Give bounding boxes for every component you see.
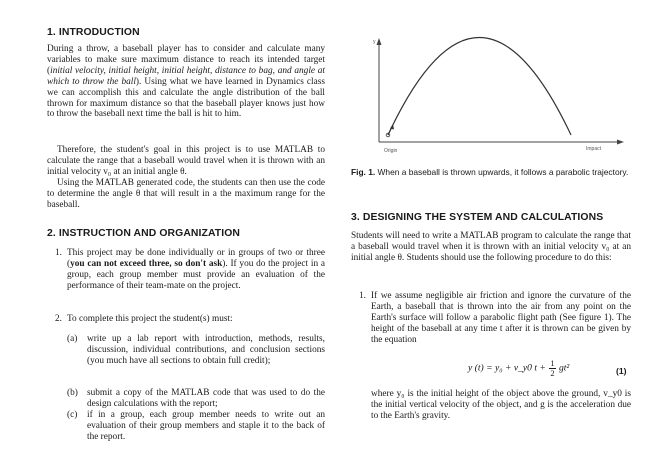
intro-paragraph-1: During a throw, a baseball player has to consider and calculate many variables to make sure maximum distance to reach its intended target (initial velocity, initial height, initial height, distance to bag, and angle at which to throw the ball). Using what we have learned in Dynamics class we can accomplish this and calculate the angle distribution of the ball thrown for maximum distance so that the baseball player knows just how to throw the baseball next time the ball is hit to him. bbox=[47, 44, 325, 120]
y-axis-arrowhead bbox=[377, 38, 382, 45]
sub-item-b: submit a copy of the MATLAB code that was used to do the design calculations with the report; bbox=[87, 388, 325, 409]
sub-item-label-a: (a) bbox=[67, 334, 78, 344]
equation-fraction-numerator: 1 bbox=[550, 358, 555, 368]
section-heading-introduction: 1. INTRODUCTION bbox=[47, 27, 140, 38]
section-heading-instruction: 2. INSTRUCTION AND ORGANIZATION bbox=[47, 228, 241, 239]
sub-item-label-b: (b) bbox=[67, 388, 78, 398]
equation-fraction bbox=[549, 359, 555, 378]
design-paragraph: Students will need to write a MATLAB program to calculate the range that a baseball would travel when it is thrown with an initial velocity v₀ at an initial angle θ. Students should use the following procedure to do this: bbox=[351, 231, 631, 263]
equation-lhs: y (t) = y₀ + v_y0 t + bbox=[468, 362, 546, 374]
intro-paragraph-3: Using the MATLAB generated code, the students can then use the code to determine the angle θ that will result in a the maximum range for the baseball. bbox=[47, 178, 325, 210]
group-limit-bold: you can not exceed three, so don't ask bbox=[70, 258, 223, 269]
trajectory-figure bbox=[362, 30, 632, 155]
section-heading-design: 3. DESIGNING THE SYSTEM AND CALCULATIONS bbox=[351, 212, 604, 223]
intro-variables-italic: initial velocity, initial height, initial height, distance to bag, and angle at which to throw the ball bbox=[47, 65, 325, 87]
sub-item-label-c: (c) bbox=[67, 410, 78, 420]
instruction-item-2: To complete this project the student(s) must: bbox=[67, 314, 233, 324]
intro-paragraph-2: Therefore, the student's goal in this project is to use MATLAB to calculate the range that a baseball would travel when it is thrown with an initial velocity v₀ at an initial angle θ. bbox=[47, 145, 325, 177]
instruction-item-1: This project may be done individually or in groups of two or three (you can not exceed three, so don't ask). If you do the project in a group, each group member must provide an evaluation of the performance of their team-mate on the project. bbox=[67, 248, 325, 291]
list-number-2: 2. bbox=[55, 314, 62, 324]
step-1-text: If we assume negligible air friction and ignore the curvature of the Earth, a baseball that is thrown into the air from any point on the Earth's surface will follow a parabolic flight path (See figure 1). The height of the baseball at any time t after it is thrown can be given by the equation bbox=[371, 291, 631, 345]
sub-item-a: write up a lab report with introduction, methods, results, discussion, individual contributions, and conclusion sections (you much have all sections to obtain full credit); bbox=[87, 334, 325, 366]
equation-where-text: where y₀ is the initial height of the object above the ground, v_y0 is the initial vertical velocity of the object, and g is the acceleration due to the Earth's gravity. bbox=[371, 389, 631, 421]
impact-label: Impact bbox=[586, 146, 602, 152]
list-number-1: 1. bbox=[55, 248, 62, 258]
equation-number: (1) bbox=[616, 366, 627, 376]
trajectory-curve bbox=[388, 38, 571, 136]
height-equation bbox=[468, 359, 569, 378]
figure-caption-text: When a baseball is thrown upwards, it follows a parabolic trajectory. bbox=[377, 167, 629, 177]
step-number-1: 1. bbox=[359, 291, 366, 301]
x-axis-arrowhead bbox=[617, 140, 624, 145]
equation-fraction-denominator: 2 bbox=[550, 368, 555, 378]
figure-caption-label: Fig. 1. bbox=[351, 167, 376, 177]
origin-label: Origin bbox=[384, 148, 398, 154]
y-axis-label: y bbox=[373, 39, 376, 45]
figure-caption bbox=[351, 167, 631, 178]
equation-rhs: gt² bbox=[558, 362, 570, 374]
sub-item-c: if in a group, each group member needs to write out an evaluation of their group members and staple it to the back of the report. bbox=[87, 410, 325, 442]
